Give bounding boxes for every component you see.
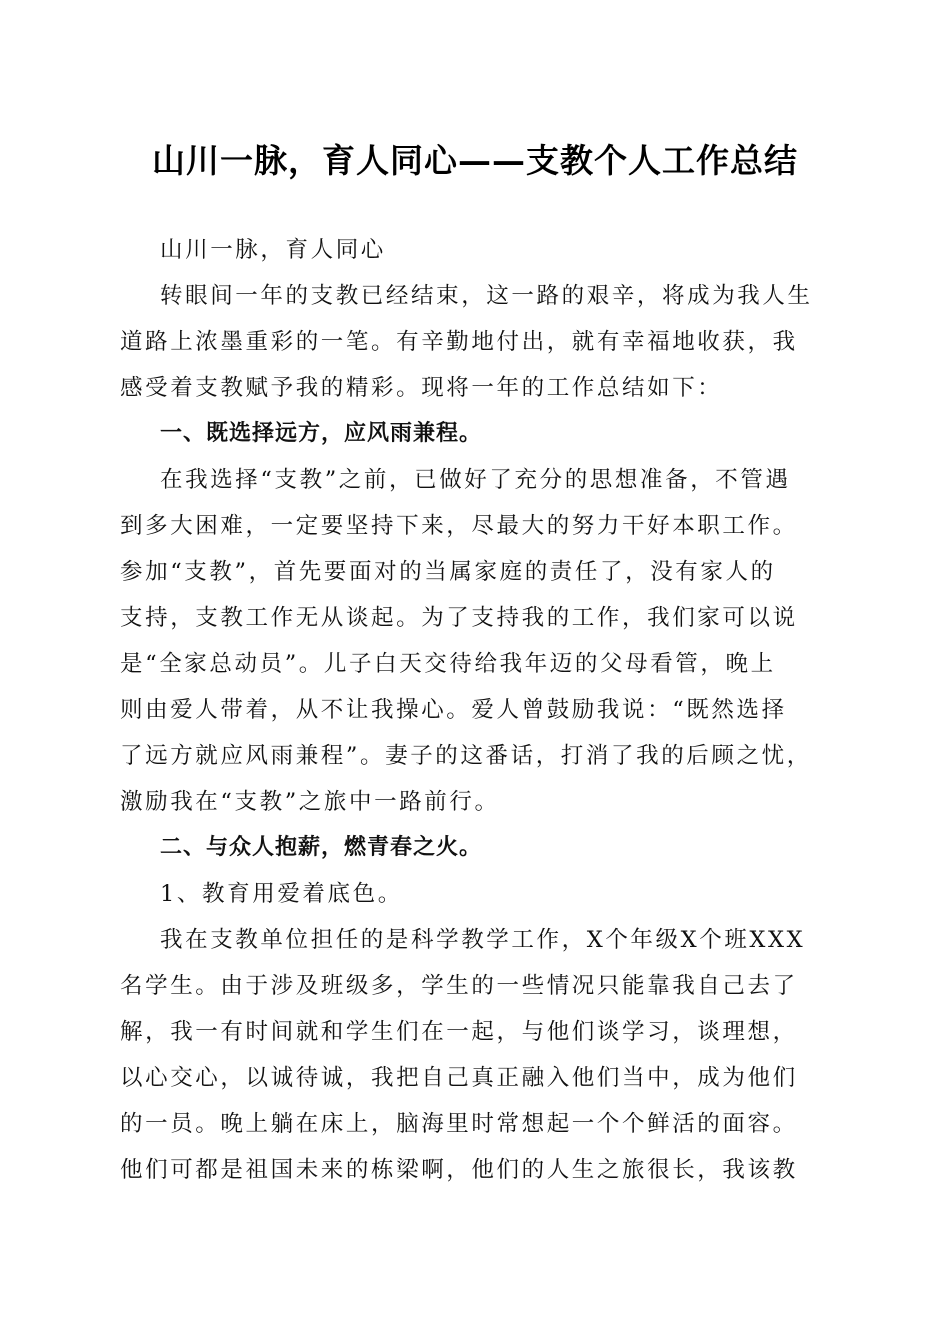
document-title: 山川一脉，育人同心——支教个人工作总结 xyxy=(152,141,798,180)
paragraph-line: 的一员。晚上躺在床上，脑海里时常想起一个个鲜活的面容。 xyxy=(120,1111,798,1137)
paragraph-line: 名学生。由于涉及班级多，学生的一些情况只能靠我自己去了 xyxy=(120,973,798,999)
paragraph-line: 是“全家总动员”。儿子白天交待给我年迈的父母看管，晚上 xyxy=(120,651,776,677)
paragraph-line: 在我选择“支教”之前，已做好了充分的思想准备，不管遇 xyxy=(160,467,791,493)
paragraph-line: 以心交心，以诚待诚，我把自己真正融入他们当中，成为他们 xyxy=(120,1065,798,1091)
paragraph-line: 感受着支教赋予我的精彩。现将一年的工作总结如下： xyxy=(120,375,723,401)
paragraph-line: 到多大困难，一定要坚持下来，尽最大的努力干好本职工作。 xyxy=(120,513,798,539)
paragraph-line: 转眼间一年的支教已经结束，这一路的艰辛，将成为我人生 xyxy=(160,283,813,309)
paragraph-line: 参加“支教”，首先要面对的当属家庭的责任了，没有家人的 xyxy=(120,559,776,585)
paragraph-line: 道路上浓墨重彩的一笔。有辛勤地付出，就有幸福地收获，我 xyxy=(120,329,798,355)
paragraph-line: 激励我在“支教”之旅中一路前行。 xyxy=(120,789,500,815)
subsection-heading: 1、教育用爱着底色。 xyxy=(160,881,403,907)
paragraph-line: 解，我一有时间就和学生们在一起，与他们谈学习，谈理想， xyxy=(120,1019,798,1045)
section-heading-1: 一、既选择远方，应风雨兼程。 xyxy=(160,421,483,446)
paragraph-line: 支持，支教工作无从谈起。为了支持我的工作，我们家可以说 xyxy=(120,605,798,631)
section-heading-2: 二、与众人抱薪，燃青春之火。 xyxy=(160,835,483,860)
paragraph-line: 了远方就应风雨兼程”。妻子的这番话，打消了我的后顾之忧， xyxy=(120,743,812,769)
paragraph-line: 他们可都是祖国未来的栋梁啊，他们的人生之旅很长，我该教 xyxy=(120,1157,798,1183)
paragraph-line: 山川一脉，育人同心 xyxy=(160,237,386,263)
paragraph-line: 我在支教单位担任的是科学教学工作，X个年级X个班XXX xyxy=(160,927,806,953)
paragraph-line: 则由爱人带着，从不让我操心。爱人曾鼓励我说：“既然选择 xyxy=(120,697,787,723)
document-body xyxy=(120,227,832,1193)
